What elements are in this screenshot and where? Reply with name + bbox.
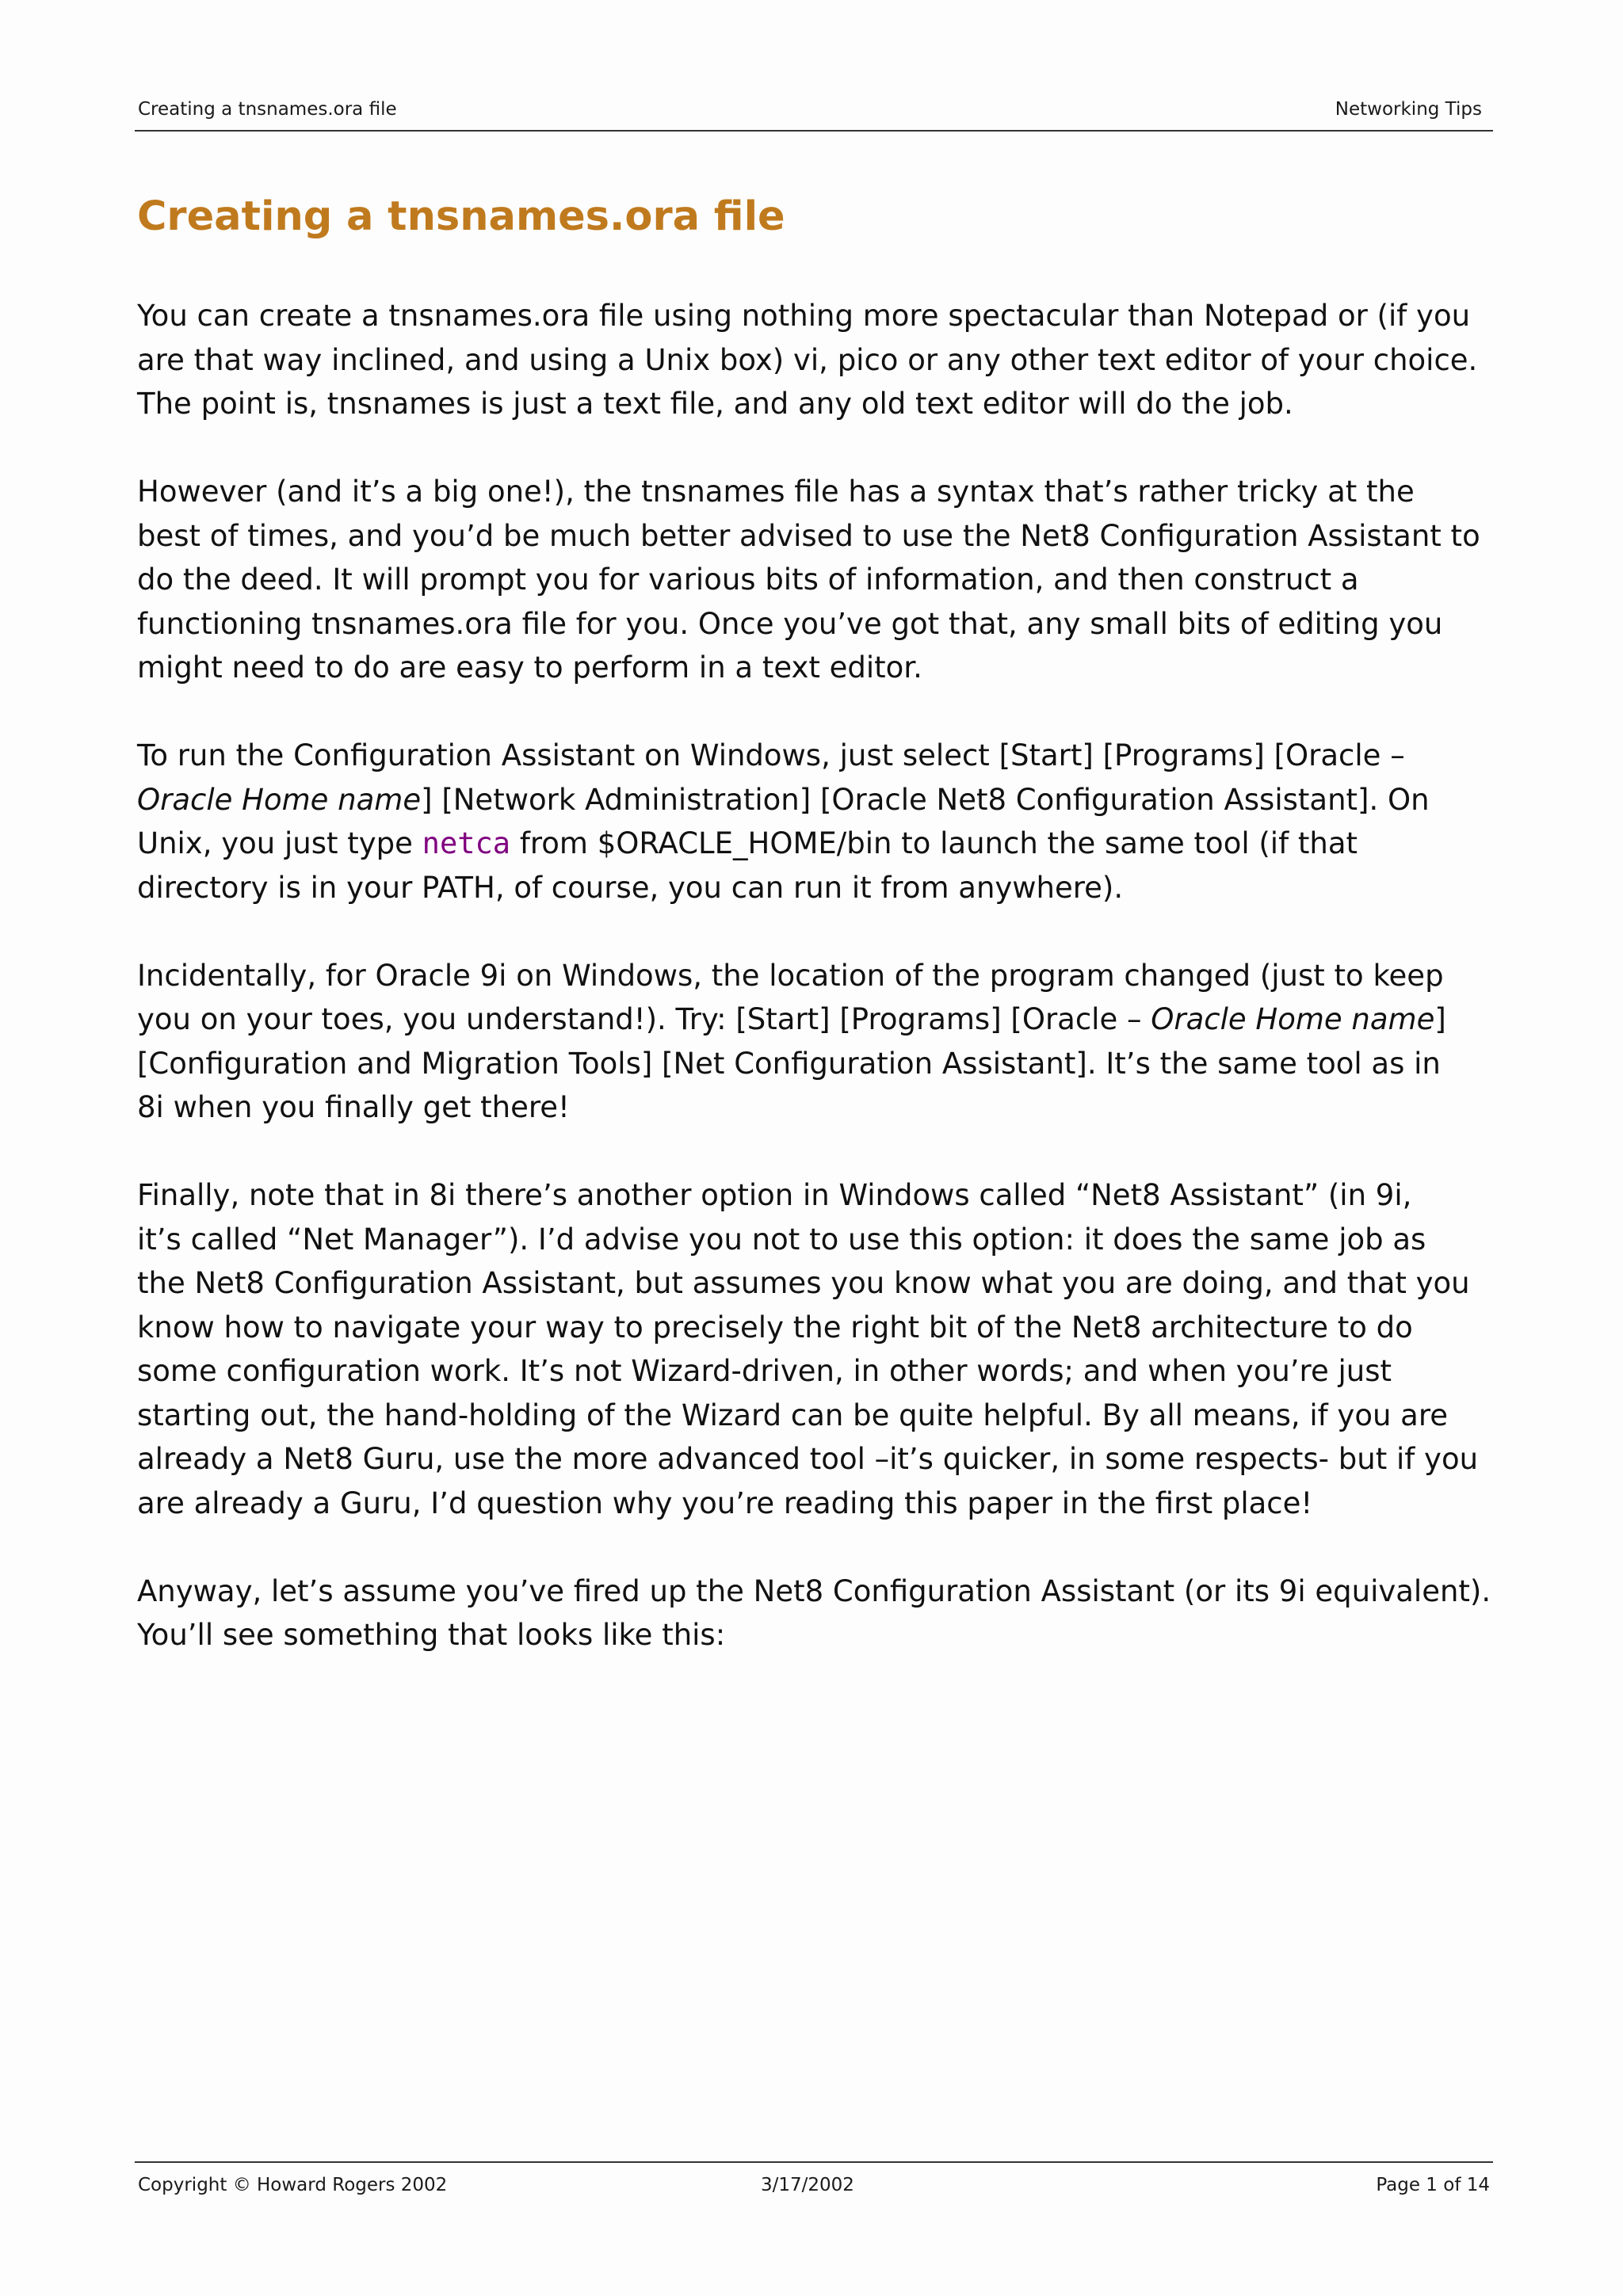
paragraph-run-assistant <box>137 734 1500 910</box>
footer-date: 3/17/2002 <box>761 2175 854 2195</box>
text-line: are already a Guru, I’d question why you’re reading this paper in the first place! <box>137 1486 1313 1520</box>
paragraph-anyway <box>137 1569 1500 1657</box>
text-line <box>137 822 1500 866</box>
text-segment: from $ORACLE_HOME/bin to launch the same tool (if that <box>510 826 1358 860</box>
paragraph-intro <box>137 294 1500 426</box>
text-line: some configuration work. It’s not Wizard-driven, in other words; and when you’re just <box>137 1354 1392 1388</box>
text-line: You can create a tnsnames.ora file using nothing more spectacular than Notepad or (if you <box>137 299 1471 333</box>
text-segment: ] [Network Administration] [Oracle Net8 Configuration Assistant]. On <box>421 782 1430 817</box>
code-netca: netca <box>422 826 511 860</box>
text-line: Incidentally, for Oracle 9i on Windows, the location of the program changed (just to keep <box>137 958 1444 993</box>
text-line: However (and it’s a big one!), the tnsnames file has a syntax that’s rather tricky at the <box>137 475 1415 509</box>
text-line <box>137 778 1500 822</box>
text-line: To run the Configuration Assistant on Windows, just select [Start] [Programs] [Oracle – <box>137 738 1405 772</box>
text-line: 8i when you finally get there! <box>137 1090 570 1124</box>
text-line: might need to do are easy to perform in a text editor. <box>137 650 922 685</box>
text-segment: ] <box>1434 1002 1446 1036</box>
italic-oracle-home-name: Oracle Home name <box>1151 1002 1435 1036</box>
text-line: are that way inclined, and using a Unix box) vi, pico or any other text editor of your choice. <box>137 342 1478 377</box>
page-header <box>135 97 1493 132</box>
text-line: do the deed. It will prompt you for various bits of information, and then construct a <box>137 563 1359 597</box>
text-line: starting out, the hand-holding of the Wizard can be quite helpful. By all means, if you are <box>137 1398 1449 1432</box>
text-segment: you on your toes, you understand!). Try: [Start] [Programs] [Oracle – <box>137 1002 1151 1036</box>
header-document-title: Creating a tnsnames.ora file <box>138 99 397 120</box>
text-line: the Net8 Configuration Assistant, but assumes you know what you are doing, and that you <box>137 1266 1470 1300</box>
text-line: it’s called “Net Manager”). I’d advise you not to use this option: it does the same job as <box>137 1222 1426 1257</box>
text-line: [Configuration and Migration Tools] [Net Configuration Assistant]. It’s the same tool as in <box>137 1046 1441 1081</box>
paragraph-however <box>137 470 1500 690</box>
italic-oracle-home-name: Oracle Home name <box>137 782 422 817</box>
text-line: Finally, note that in 8i there’s another option in Windows called “Net8 Assistant” (in 9i, <box>137 1178 1412 1212</box>
page-title: Creating a tnsnames.ora file <box>137 193 785 240</box>
text-line: You’ll see something that looks like this: <box>137 1618 726 1652</box>
page-footer <box>135 2161 1493 2199</box>
text-line: know how to navigate your way to precisely the right bit of the Net8 architecture to do <box>137 1310 1413 1344</box>
text-line: functioning tnsnames.ora file for you. Once you’ve got that, any small bits of editing you <box>137 606 1443 641</box>
article-body <box>137 294 1500 1701</box>
paragraph-net8-assistant <box>137 1173 1500 1525</box>
text-line: best of times, and you’d be much better advised to use the Net8 Configuration Assistant to <box>137 518 1480 553</box>
footer-copyright: Copyright © Howard Rogers 2002 <box>138 2175 448 2195</box>
text-line: directory is in your PATH, of course, you can run it from anywhere). <box>137 870 1124 905</box>
text-line <box>137 997 1500 1042</box>
text-segment: Unix, you just type <box>137 826 422 860</box>
text-line: already a Net8 Guru, use the more advanced tool –it’s quicker, in some respects- but if you <box>137 1442 1479 1476</box>
header-section-name: Networking Tips <box>1335 99 1482 120</box>
footer-page-number: Page 1 of 14 <box>1376 2175 1490 2195</box>
text-line: The point is, tnsnames is just a text file, and any old text editor will do the job. <box>137 387 1293 421</box>
paragraph-oracle-9i <box>137 954 1500 1130</box>
text-line: Anyway, let’s assume you’ve fired up the Net8 Configuration Assistant (or its 9i equivalent). <box>137 1573 1491 1608</box>
